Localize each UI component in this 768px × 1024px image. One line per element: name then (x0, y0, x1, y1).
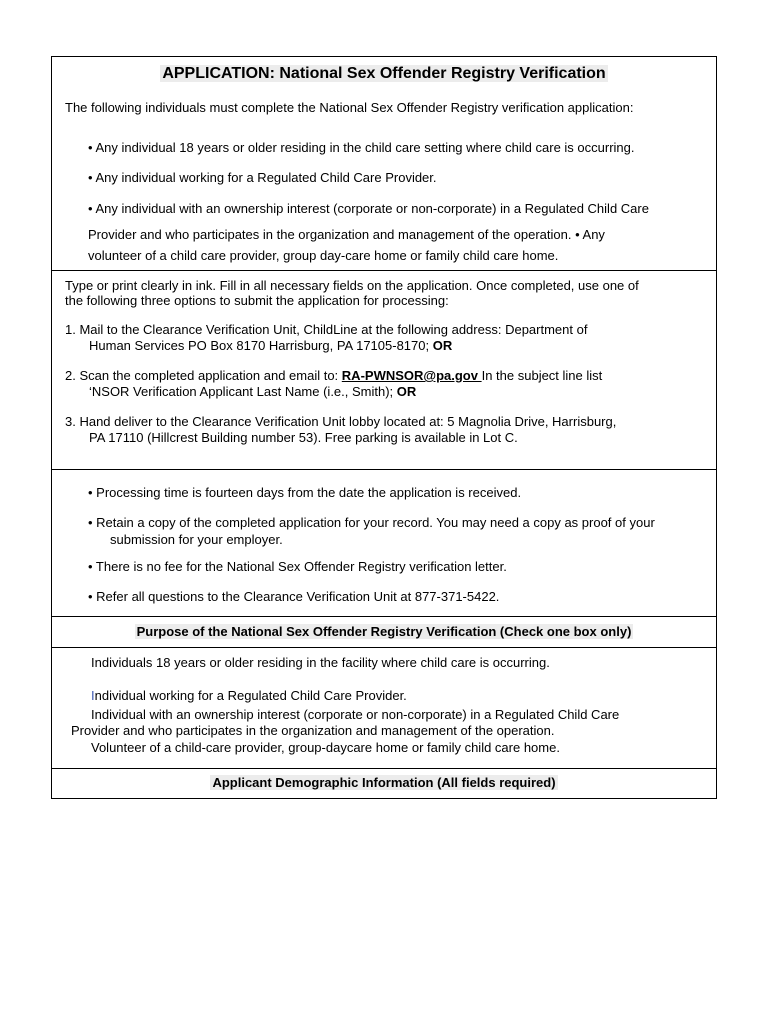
list-item: • Any individual with an ownership interest (corporate or non-corporate) in a Regulated Child Care (88, 201, 649, 216)
submission-instructions-section (52, 271, 716, 470)
purpose-option-owner[interactable]: Individual with an ownership interest (corporate or non-corporate) in a Regulated Child Care (91, 707, 620, 722)
purpose-option-worker[interactable]: Individual working for a Regulated Child Care Provider. (91, 688, 407, 703)
purpose-option-resident[interactable]: Individuals 18 years or older residing in the facility where child care is occurring. (91, 655, 550, 670)
note-item: • There is no fee for the National Sex Offender Registry verification letter. (88, 559, 507, 574)
demographic-heading-section (52, 769, 716, 798)
purpose-option-volunteer[interactable]: Volunteer of a child-care provider, group-daycare home or family child care home. (91, 740, 560, 755)
note-item: • Retain a copy of the completed application for your record. You may need a copy as proof of your (88, 515, 655, 530)
or-label: OR (432, 338, 453, 353)
option-mail-address: Human Services PO Box 8170 Harrisburg, PA 17105-8170; OR (89, 338, 453, 353)
or-label: OR (396, 384, 417, 399)
purpose-option-owner-continued: Provider and who participates in the organization and management of the operation. (71, 723, 555, 738)
option-email-subject: ‘NSOR Verification Applicant Last Name (i.e., Smith); OR (89, 384, 417, 399)
option-email: 2. Scan the completed application and email to: RA-PWNSOR@pa.gov In the subject line list (65, 368, 603, 383)
option-hand-deliver: 3. Hand deliver to the Clearance Verification Unit lobby located at: 5 Magnolia Drive, Harrisburg, (65, 414, 617, 429)
note-item: • Refer all questions to the Clearance Verification Unit at 877-371-5422. (88, 589, 500, 604)
list-item: • Any individual working for a Regulated Child Care Provider. (88, 170, 437, 185)
note-item-continued: submission for your employer. (110, 532, 283, 547)
option-mail: 1. Mail to the Clearance Verification Unit, ChildLine at the following address: Department of (65, 322, 588, 337)
demographic-heading: Applicant Demographic Information (All fields required) (212, 775, 556, 790)
notes-section (52, 470, 716, 617)
instructions-line: Type or print clearly in ink. Fill in all necessary fields on the application. Once completed, use one of (65, 278, 639, 293)
purpose-heading-section (52, 617, 716, 648)
purpose-heading: Purpose of the National Sex Offender Registry Verification (Check one box only) (136, 624, 632, 639)
option-hand-deliver-address: PA 17110 (Hillcrest Building number 53). Free parking is available in Lot C. (89, 430, 518, 445)
list-item: • Any individual 18 years or older residing in the child care setting where child care is occurring. (88, 140, 635, 155)
list-item-continued: Provider and who participates in the organization and management of the operation. • Any (88, 227, 605, 242)
purpose-options-section (52, 648, 716, 769)
application-form (51, 56, 717, 799)
eligibility-section (52, 57, 716, 271)
form-title: APPLICATION: National Sex Offender Registry Verification (162, 65, 606, 82)
list-item-continued: volunteer of a child care provider, group day-care home or family child care home. (88, 248, 559, 263)
intro-text: The following individuals must complete the National Sex Offender Registry verification application: (65, 100, 634, 115)
note-item: • Processing time is fourteen days from the date the application is received. (88, 485, 522, 500)
email-link[interactable]: RA-PWNSOR@pa.gov (341, 368, 482, 383)
instructions-line: the following three options to submit the application for processing: (65, 293, 449, 308)
